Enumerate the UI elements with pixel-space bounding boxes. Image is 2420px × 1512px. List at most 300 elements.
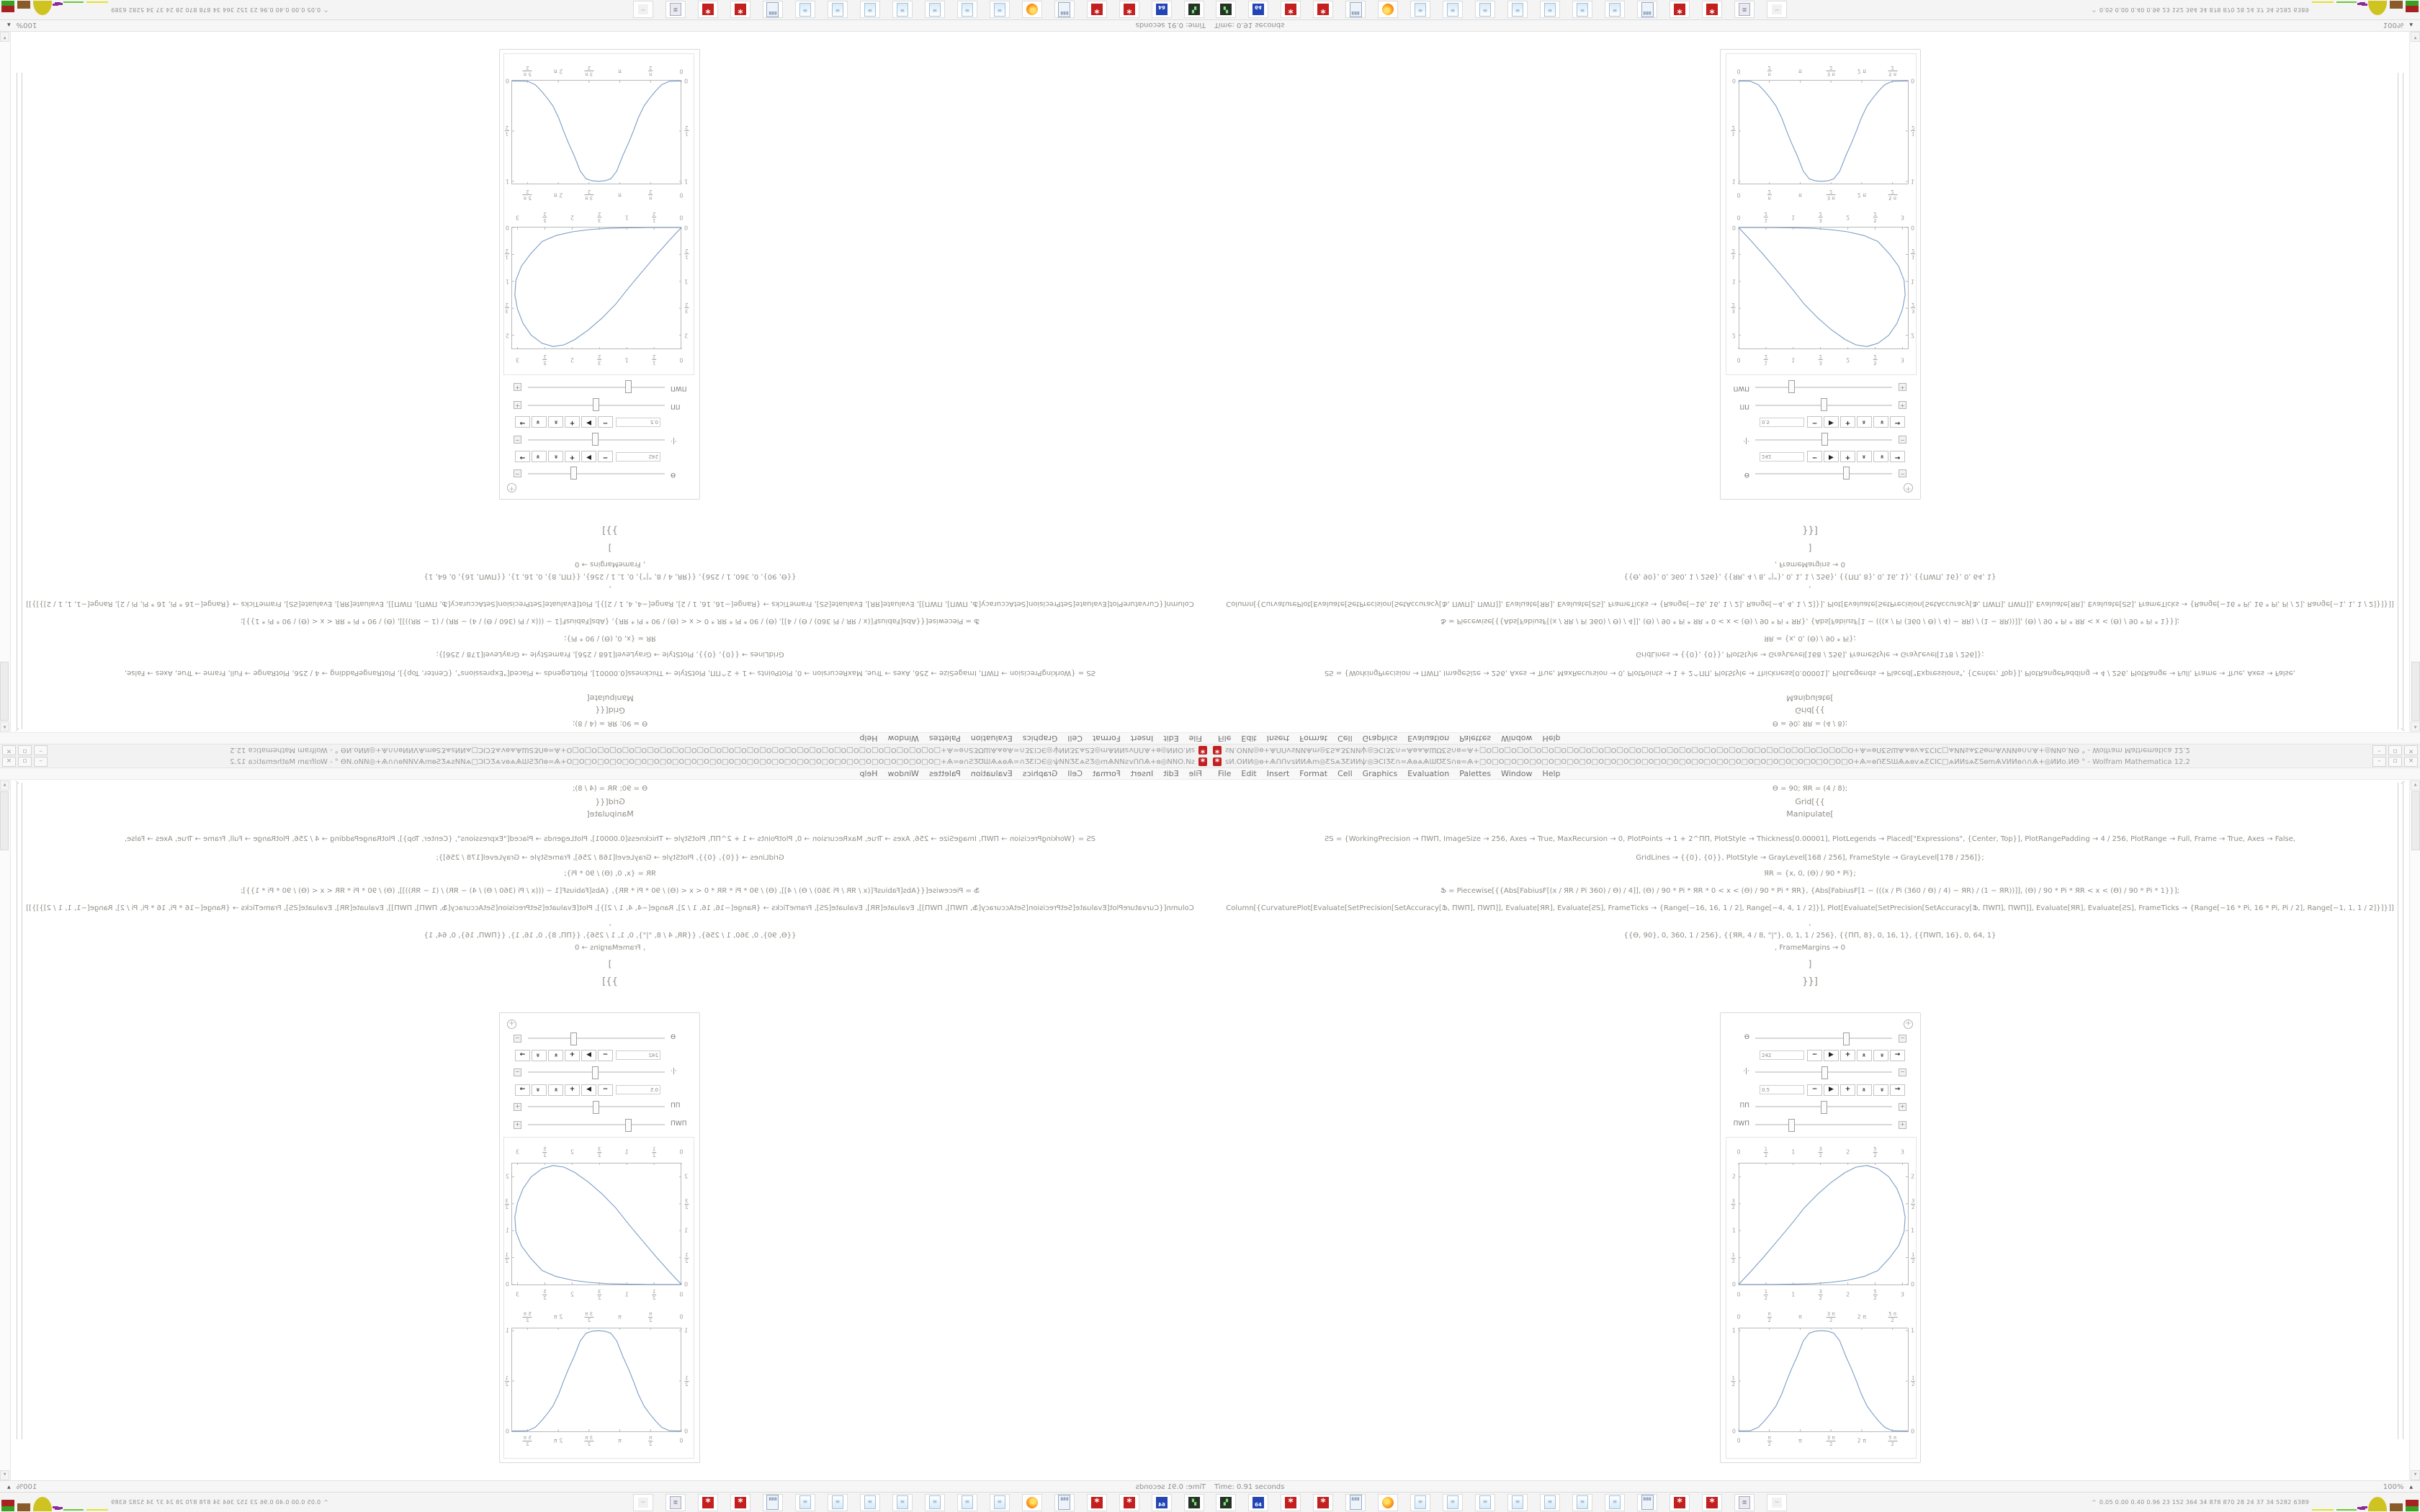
play-button[interactable]: ▶: [1824, 1050, 1839, 1061]
slider-track[interactable]: [528, 1101, 665, 1112]
tick-label: 0: [1736, 356, 1741, 364]
cpu-graph-yellow-icon: [2312, 1, 2334, 12]
notebook-statusbar: [1210, 1480, 2420, 1493]
system-monitor-numbers: 0.05 0.00 0.40 0.96 23 152 364 34 878 870 28 24 37 34 5282 6389: [2099, 1499, 2309, 1506]
plug-icon[interactable]: [1767, 1, 1787, 19]
tick-label: $\frac{3 \pi}{2}$: [1827, 1311, 1835, 1323]
manipulate-slider-row: [1721, 398, 1920, 411]
floppy-icon[interactable]: [1152, 1, 1172, 19]
slider-toggle-button[interactable]: −: [514, 436, 521, 444]
calc-icon[interactable]: [763, 1494, 783, 1511]
play-button[interactable]: ▶: [1824, 1084, 1839, 1096]
direction-button[interactable]: →: [1890, 1084, 1905, 1096]
menu-item-insert[interactable]: Insert: [1266, 768, 1290, 778]
direction-button[interactable]: →: [515, 1084, 530, 1096]
direction-button[interactable]: →: [515, 416, 530, 428]
note-icon[interactable]: [1410, 1, 1430, 19]
slider-thumb[interactable]: [1843, 1032, 1850, 1045]
slider-thumb[interactable]: [625, 1119, 632, 1132]
slider-track[interactable]: [528, 382, 665, 393]
scroll-icon[interactable]: [1734, 1, 1754, 19]
note-icon[interactable]: [990, 1, 1010, 19]
spikey-icon[interactable]: [1119, 1, 1139, 19]
notebook-area[interactable]: [1210, 31, 2410, 732]
faster-button[interactable]: »: [1857, 1084, 1872, 1096]
slider-toggle-button[interactable]: +: [514, 1103, 521, 1111]
menu-item-evaluation[interactable]: Evaluation: [1407, 768, 1450, 778]
calc-icon[interactable]: [763, 1, 783, 19]
step-up-button[interactable]: +: [1840, 1050, 1855, 1061]
slider-label: Ѳ: [671, 1034, 676, 1041]
restore-button[interactable]: ▫: [18, 745, 32, 755]
spikey-icon[interactable]: [1313, 1, 1333, 19]
system-monitor-numbers: 0.05 0.00 0.40 0.96 23 152 364 34 878 870 28 24 37 34 5282 6389: [111, 1499, 321, 1506]
slider-value-input[interactable]: [616, 452, 660, 462]
vertical-scrollbar[interactable]: [0, 780, 11, 1481]
direction-button[interactable]: →: [1890, 451, 1905, 462]
status-block-icon: [2406, 1, 2419, 12]
menu-item-insert[interactable]: Insert: [1130, 768, 1154, 778]
menu-item-file[interactable]: File: [1218, 734, 1232, 744]
tick-label: 2: [505, 1173, 509, 1180]
spikey-icon[interactable]: [730, 1494, 750, 1511]
drive-icon[interactable]: [1184, 1494, 1204, 1511]
zoom-menu-icon[interactable]: ▲: [2409, 22, 2413, 28]
firefox-icon[interactable]: [1378, 1494, 1398, 1511]
menu-item-cell[interactable]: Cell: [1067, 734, 1083, 744]
slider-thumb[interactable]: [592, 433, 599, 446]
slider-thumb[interactable]: [570, 1032, 577, 1045]
step-up-button[interactable]: +: [1840, 1084, 1855, 1096]
direction-button[interactable]: →: [515, 1050, 530, 1061]
slider-thumb[interactable]: [570, 467, 577, 480]
spikey-icon[interactable]: [1087, 1, 1107, 19]
tick-label: 3 π 2: [585, 189, 593, 201]
tick-label: 1: [1791, 214, 1796, 221]
menu-item-edit[interactable]: Edit: [1163, 768, 1179, 778]
step-down-button[interactable]: −: [1807, 451, 1822, 462]
note-icon[interactable]: [1572, 1494, 1592, 1511]
restore-button[interactable]: ▫: [2388, 745, 2402, 755]
floppy-icon[interactable]: [1248, 1, 1268, 19]
menu-item-help[interactable]: Help: [1542, 768, 1561, 778]
firefox-icon[interactable]: [1378, 1, 1398, 19]
menu-item-insert[interactable]: Insert: [1130, 734, 1154, 744]
note-icon[interactable]: [990, 1494, 1010, 1511]
menu-item-graphics[interactable]: Graphics: [1362, 734, 1398, 744]
faster-button[interactable]: »: [548, 451, 563, 462]
activity-dots-icon: [55, 2, 60, 4]
close-button[interactable]: ×: [2, 757, 16, 767]
menu-item-file[interactable]: File: [1188, 734, 1202, 744]
tick-label: 1 2: [1764, 211, 1768, 223]
slider-track[interactable]: [1755, 1032, 1892, 1044]
direction-button[interactable]: →: [1890, 416, 1905, 428]
note-icon[interactable]: [860, 1494, 880, 1511]
calc-icon[interactable]: [1345, 1, 1366, 19]
note-icon[interactable]: [1475, 1, 1495, 19]
slider-track[interactable]: [528, 434, 665, 446]
vertical-scrollbar[interactable]: [2409, 780, 2420, 1481]
step-down-button[interactable]: −: [1807, 416, 1822, 428]
menu-item-format[interactable]: Format: [1299, 768, 1328, 778]
plot-curve: [1739, 1166, 1905, 1284]
slider-toggle-button[interactable]: −: [1899, 469, 1906, 477]
note-icon[interactable]: [925, 1494, 945, 1511]
minimize-button[interactable]: –: [34, 745, 48, 755]
spikey-icon[interactable]: [698, 1, 718, 19]
calc-icon[interactable]: [1637, 1, 1657, 19]
scroll-icon[interactable]: [666, 1, 686, 19]
menu-item-palettes[interactable]: Palettes: [1459, 768, 1492, 778]
slider-toggle-button[interactable]: −: [514, 1068, 521, 1076]
menu-item-palettes[interactable]: Palettes: [928, 768, 961, 778]
step-up-button[interactable]: +: [565, 1084, 580, 1096]
slider-toggle-button[interactable]: +: [1899, 1121, 1906, 1129]
slider-track[interactable]: [528, 1066, 665, 1078]
faster-button[interactable]: »: [1857, 416, 1872, 428]
slider-thumb[interactable]: [1788, 380, 1795, 393]
note-icon[interactable]: [1443, 1, 1463, 19]
spikey-icon[interactable]: [1670, 1494, 1690, 1511]
slider-toggle-button[interactable]: +: [514, 1121, 521, 1129]
zoom-menu-icon[interactable]: ▲: [2409, 1484, 2413, 1490]
vertical-scrollbar[interactable]: [2409, 31, 2420, 732]
play-button[interactable]: ▶: [581, 1084, 596, 1096]
slower-button[interactable]: »: [1873, 1084, 1888, 1096]
zoom-menu-icon[interactable]: ▲: [7, 22, 11, 28]
play-button[interactable]: ▶: [581, 1050, 596, 1061]
note-icon[interactable]: [892, 1494, 913, 1511]
slider-value-input[interactable]: [1760, 1085, 1804, 1094]
note-glyph: ≡: [962, 1495, 973, 1509]
plot-curve: [1739, 228, 1905, 346]
scrollbar-thumb[interactable]: [0, 791, 9, 850]
slider-toggle-button[interactable]: +: [1899, 1103, 1906, 1111]
step-down-button[interactable]: −: [598, 451, 613, 462]
scroll-down-button[interactable]: ▼: [0, 32, 9, 42]
spikey-glyph: *: [1706, 4, 1718, 16]
close-button[interactable]: ×: [2404, 745, 2418, 755]
faster-button[interactable]: »: [548, 416, 563, 428]
menu-item-graphics[interactable]: Graphics: [1362, 768, 1398, 778]
slider-thumb[interactable]: [1821, 433, 1828, 446]
tray-collapse-icon[interactable]: ^: [2092, 1499, 2097, 1506]
zoom-level[interactable]: 100%: [2383, 21, 2404, 30]
direction-button[interactable]: →: [1890, 1050, 1905, 1061]
os-taskbar: [1210, 0, 2420, 20]
scrollbar-thumb[interactable]: [2411, 791, 2420, 850]
slider-track[interactable]: [1755, 434, 1892, 446]
note-icon[interactable]: [1507, 1494, 1528, 1511]
slider-toggle-button[interactable]: −: [514, 1035, 521, 1043]
calc-icon[interactable]: [1054, 1, 1075, 19]
note-icon[interactable]: [1540, 1, 1560, 19]
tray-collapse-icon[interactable]: ^: [2092, 6, 2097, 13]
tick-label: $\frac{3 \pi}{2}$: [585, 1435, 593, 1447]
note-icon[interactable]: [828, 1494, 848, 1511]
menu-item-graphics[interactable]: Graphics: [1022, 768, 1058, 778]
spikey-icon[interactable]: [1281, 1, 1301, 19]
faster-button[interactable]: »: [1857, 451, 1872, 462]
note-icon[interactable]: [1572, 1, 1592, 19]
menu-item-format[interactable]: Format: [1092, 768, 1121, 778]
step-up-button[interactable]: +: [565, 416, 580, 428]
menu-item-help[interactable]: Help: [1542, 734, 1561, 744]
menu-item-graphics[interactable]: Graphics: [1022, 734, 1058, 744]
menu-item-cell[interactable]: Cell: [1337, 734, 1353, 744]
note-icon[interactable]: [925, 1, 945, 19]
code-line: Grid[{{: [595, 797, 625, 806]
note-icon[interactable]: [1443, 1494, 1463, 1511]
tick-label: 1 2: [1731, 248, 1735, 261]
menu-item-cell[interactable]: Cell: [1337, 768, 1353, 778]
slider-track[interactable]: [1755, 400, 1892, 411]
menu-item-help[interactable]: Help: [859, 734, 878, 744]
spikey-icon[interactable]: [1702, 1, 1722, 19]
plug-icon[interactable]: [633, 1494, 653, 1511]
spikey-glyph: *: [1706, 1497, 1718, 1508]
tick-label: 2: [1846, 1291, 1850, 1298]
scroll-up-button[interactable]: ▲: [2411, 721, 2420, 732]
slider-toggle-button[interactable]: +: [514, 401, 521, 409]
scroll-icon[interactable]: [666, 1494, 686, 1511]
scroll-down-button[interactable]: ▼: [2411, 1470, 2420, 1480]
step-up-button[interactable]: +: [1840, 451, 1855, 462]
slider-track[interactable]: [1755, 1119, 1892, 1130]
drive-icon[interactable]: [1216, 1, 1236, 19]
tray-collapse-icon[interactable]: ^: [323, 6, 328, 13]
spikey-icon[interactable]: [1281, 1494, 1301, 1511]
step-up-button[interactable]: +: [565, 451, 580, 462]
slower-button[interactable]: »: [532, 1084, 547, 1096]
slider-thumb[interactable]: [592, 1066, 599, 1079]
slider-toggle-button[interactable]: −: [1899, 436, 1906, 444]
calc-icon[interactable]: [1054, 1494, 1075, 1511]
slider-thumb[interactable]: [1821, 398, 1827, 411]
zoom-level[interactable]: 100%: [16, 21, 37, 30]
slider-track[interactable]: [528, 1032, 665, 1044]
menu-item-window[interactable]: Window: [1501, 734, 1533, 744]
play-button[interactable]: ▶: [1824, 416, 1839, 428]
faster-button[interactable]: »: [548, 1084, 563, 1096]
step-down-button[interactable]: −: [598, 1084, 613, 1096]
slider-track[interactable]: [1755, 468, 1892, 480]
play-button[interactable]: ▶: [1824, 451, 1839, 462]
memory-block-icon: [17, 1503, 30, 1511]
menu-item-evaluation[interactable]: Evaluation: [970, 734, 1013, 744]
slider-toggle-button[interactable]: +: [1899, 383, 1906, 391]
drive-icon[interactable]: [1184, 1, 1204, 19]
play-button[interactable]: ▶: [581, 451, 596, 462]
manipulate-options-icon[interactable]: +: [507, 483, 516, 492]
menu-item-format[interactable]: Format: [1092, 734, 1121, 744]
slider-thumb[interactable]: [1788, 1119, 1795, 1132]
manipulate-options-icon[interactable]: +: [507, 1020, 516, 1029]
firefox-icon[interactable]: [1022, 1, 1042, 19]
restore-button[interactable]: ▫: [2388, 757, 2402, 767]
load-graph-mountain-icon: [33, 1497, 52, 1511]
step-up-button[interactable]: +: [1840, 416, 1855, 428]
note-icon[interactable]: [828, 1, 848, 19]
tick-label: $\frac{\pi}{2}$: [649, 1435, 653, 1447]
spikey-icon[interactable]: [1087, 1494, 1107, 1511]
note-icon[interactable]: [1410, 1494, 1430, 1511]
note-icon[interactable]: [1605, 1494, 1625, 1511]
spikey-icon[interactable]: [1702, 1494, 1722, 1511]
menu-item-file[interactable]: File: [1218, 768, 1232, 778]
direction-button[interactable]: →: [515, 451, 530, 462]
slider-toggle-button[interactable]: −: [1899, 1035, 1906, 1043]
floppy-icon[interactable]: [1248, 1494, 1268, 1511]
menu-item-help[interactable]: Help: [859, 768, 878, 778]
notebook-area[interactable]: [10, 780, 1210, 1481]
minimize-button[interactable]: –: [2372, 745, 2386, 755]
spikey-icon[interactable]: [698, 1494, 718, 1511]
slider-toggle-button[interactable]: −: [1899, 1068, 1906, 1076]
tray-collapse-icon[interactable]: ^: [323, 1499, 328, 1506]
faster-button[interactable]: »: [1857, 1050, 1872, 1061]
scroll-down-button[interactable]: ▼: [0, 1470, 9, 1480]
note-icon[interactable]: [860, 1, 880, 19]
minimize-button[interactable]: –: [34, 757, 48, 767]
slider-value-input[interactable]: [1760, 452, 1804, 462]
tick-label: 2: [1846, 1148, 1850, 1156]
code-line: ƧS = {WorkingPrecision → ΠWΠ, ImageSize → 256, Axes → True, MaxRecursion → 0, PlotPoints → 1 + 2^ΠΠ, PlotStyle → Thickness[0.00001], PlotLegends → Placed["Expressions", {Center, Top}], PlotRangePadding → 4 / 256, PlotRange → Full, Frame → True, Axes → False,: [1324, 669, 2296, 677]
menu-item-palettes[interactable]: Palettes: [1459, 734, 1492, 744]
slower-button[interactable]: »: [532, 451, 547, 462]
scroll-up-button[interactable]: ▲: [2411, 780, 2420, 791]
note-icon[interactable]: [795, 1, 815, 19]
zoom-level[interactable]: 100%: [2383, 1482, 2404, 1491]
slider-label: ΠWΠ: [671, 1120, 687, 1128]
close-button[interactable]: ×: [2, 745, 16, 755]
scrollbar-thumb[interactable]: [0, 662, 9, 721]
menu-item-window[interactable]: Window: [887, 734, 919, 744]
slider-toggle-button[interactable]: −: [514, 469, 521, 477]
menu-item-evaluation[interactable]: Evaluation: [1407, 734, 1450, 744]
step-down-button[interactable]: −: [598, 416, 613, 428]
slider-thumb[interactable]: [1843, 467, 1850, 480]
restore-button[interactable]: ▫: [18, 757, 32, 767]
menu-item-edit[interactable]: Edit: [1241, 768, 1257, 778]
slider-thumb[interactable]: [1821, 1101, 1827, 1114]
slower-button[interactable]: »: [1873, 451, 1888, 462]
slower-button[interactable]: »: [532, 416, 547, 428]
scrollbar-thumb[interactable]: [2411, 662, 2420, 721]
note-icon[interactable]: [957, 1494, 977, 1511]
menu-item-insert[interactable]: Insert: [1266, 734, 1290, 744]
step-down-button[interactable]: −: [598, 1050, 613, 1061]
slider-thumb[interactable]: [1821, 1066, 1828, 1079]
note-icon[interactable]: [957, 1, 977, 19]
note-icon[interactable]: [892, 1, 913, 19]
menu-item-window[interactable]: Window: [887, 768, 919, 778]
floppy-icon[interactable]: [1152, 1494, 1172, 1511]
tick-label: $\frac{5}{2}$: [543, 1146, 547, 1158]
tick-label: 3 2: [1731, 302, 1735, 315]
scroll-up-button[interactable]: ▲: [0, 780, 9, 791]
menu-item-file[interactable]: File: [1188, 768, 1202, 778]
slider-value-input[interactable]: [616, 1050, 660, 1060]
notebook-statusbar: [0, 1480, 1210, 1493]
slower-button[interactable]: »: [1873, 416, 1888, 428]
slider-thumb[interactable]: [625, 380, 632, 393]
step-down-button[interactable]: −: [1807, 1084, 1822, 1096]
slider-track[interactable]: [1755, 382, 1892, 393]
slider-thumb[interactable]: [593, 1101, 599, 1114]
os-taskbar: [0, 1492, 1210, 1512]
spikey-icon[interactable]: [1119, 1494, 1139, 1511]
slider-value-input[interactable]: [1760, 1050, 1804, 1060]
menu-item-window[interactable]: Window: [1501, 768, 1533, 778]
drive-icon[interactable]: [1216, 1494, 1236, 1511]
menu-item-edit[interactable]: Edit: [1163, 734, 1179, 744]
menu-item-cell[interactable]: Cell: [1067, 768, 1083, 778]
spikey-icon[interactable]: [1670, 1, 1690, 19]
step-down-button[interactable]: −: [1807, 1050, 1822, 1061]
note-icon[interactable]: [1605, 1, 1625, 19]
menu-item-edit[interactable]: Edit: [1241, 734, 1257, 744]
step-up-button[interactable]: +: [565, 1050, 580, 1061]
spikey-icon[interactable]: [730, 1, 750, 19]
faster-button[interactable]: »: [548, 1050, 563, 1061]
slider-value-input[interactable]: [616, 1085, 660, 1094]
slider-value-input[interactable]: [1760, 418, 1804, 427]
plug-icon[interactable]: [1767, 1494, 1787, 1511]
slider-track[interactable]: [528, 468, 665, 480]
vertical-scrollbar[interactable]: [0, 31, 11, 732]
slider-toggle-button[interactable]: +: [514, 383, 521, 391]
note-icon[interactable]: [795, 1494, 815, 1511]
scroll-down-button[interactable]: ▼: [2411, 32, 2420, 42]
firefox-icon[interactable]: [1022, 1494, 1042, 1511]
menu-item-palettes[interactable]: Palettes: [928, 734, 961, 744]
slider-track[interactable]: [528, 1119, 665, 1130]
manipulate-options-icon[interactable]: +: [1904, 1020, 1913, 1029]
note-icon[interactable]: [1507, 1, 1528, 19]
note-icon[interactable]: [1540, 1494, 1560, 1511]
minimize-button[interactable]: –: [2372, 757, 2386, 767]
tick-label: 0: [1911, 224, 1915, 231]
note-icon[interactable]: [1475, 1494, 1495, 1511]
scroll-up-button[interactable]: ▲: [0, 721, 9, 732]
slider-value-input[interactable]: [616, 418, 660, 427]
slower-button[interactable]: »: [532, 1050, 547, 1061]
scroll-icon[interactable]: [1734, 1494, 1754, 1511]
slider-toggle-button[interactable]: +: [1899, 401, 1906, 409]
zoom-menu-icon[interactable]: ▲: [7, 1484, 11, 1490]
zoom-level[interactable]: 100%: [16, 1482, 37, 1491]
slider-thumb[interactable]: [593, 398, 599, 411]
slider-track[interactable]: [1755, 1101, 1892, 1112]
slower-button[interactable]: »: [1873, 1050, 1888, 1061]
calc-icon[interactable]: [1637, 1494, 1657, 1511]
notebook-area[interactable]: [1210, 780, 2410, 1481]
curvature-plot: [504, 205, 694, 373]
slider-track[interactable]: [1755, 1066, 1892, 1078]
notebook-area[interactable]: [10, 31, 1210, 732]
menu-item-evaluation[interactable]: Evaluation: [970, 768, 1013, 778]
manipulate-options-icon[interactable]: +: [1904, 483, 1913, 492]
plug-icon[interactable]: [633, 1, 653, 19]
play-button[interactable]: ▶: [581, 416, 596, 428]
menu-item-format[interactable]: Format: [1299, 734, 1328, 744]
slider-track[interactable]: [528, 400, 665, 411]
spikey-icon[interactable]: [1313, 1494, 1333, 1511]
close-button[interactable]: ×: [2404, 757, 2418, 767]
calc-icon[interactable]: [1345, 1494, 1366, 1511]
